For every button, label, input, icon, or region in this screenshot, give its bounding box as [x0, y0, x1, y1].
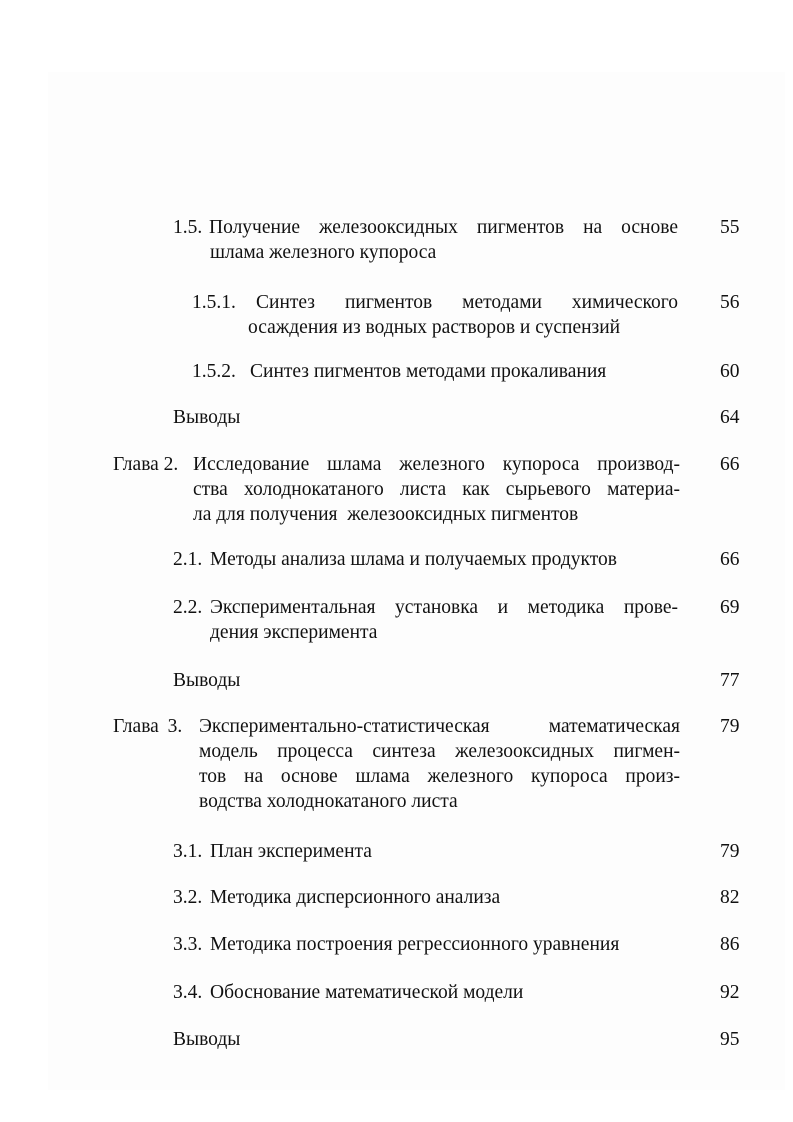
- toc-entry-number: 3.3.: [173, 934, 203, 955]
- toc-entry-title-line: Исследование шлама железного купороса производ-: [193, 454, 680, 475]
- toc-entry-number: 2.2.: [173, 597, 203, 618]
- toc-entry-title-line: Выводы: [173, 407, 241, 428]
- toc-entry-number: 3.1.: [173, 841, 203, 862]
- toc-entry-number: Глава 3.: [113, 716, 183, 737]
- toc-page-number: 64: [720, 407, 740, 428]
- toc-entry-title-line: Получение железооксидных пигментов на основе: [209, 217, 678, 238]
- toc-page-number: 82: [720, 887, 740, 908]
- toc-entry-title-line: ства холоднокатаного листа как сырьевого материа-: [193, 479, 680, 500]
- toc-entry-number: 2.1.: [173, 549, 203, 570]
- toc-entry-title-line: дения эксперимента: [210, 622, 378, 643]
- toc-page-number: 60: [720, 361, 740, 382]
- toc-entry-title-line: водства холоднокатаного листа: [199, 791, 458, 812]
- toc-page-number: 79: [720, 841, 740, 862]
- toc-entry-number: 1.5.2.: [192, 361, 236, 382]
- toc-entry-title-line: модель процесса синтеза железооксидных пигмен-: [199, 741, 680, 762]
- toc-entry-title-line: План эксперимента: [210, 841, 372, 862]
- toc-entry-title-line: Выводы: [173, 670, 241, 691]
- toc-page-number: 66: [720, 549, 740, 570]
- toc-entry-number: 3.4.: [173, 982, 203, 1003]
- toc-page-number: 77: [720, 670, 740, 691]
- toc-page-number: 56: [720, 292, 740, 313]
- toc-page-number: 92: [720, 982, 740, 1003]
- toc-entry-title-line: Методика построения регрессионного уравнения: [210, 934, 620, 955]
- toc-entry-number: 1.5.1.: [192, 292, 236, 313]
- toc-entry-number: 1.5.: [173, 217, 203, 238]
- toc-page-number: 66: [720, 454, 740, 475]
- toc-page-number: 55: [720, 217, 740, 238]
- toc-entry-title-line: Синтез пигментов методами химического: [256, 292, 678, 313]
- toc-entry-title-line: Методы анализа шлама и получаемых продуктов: [210, 549, 617, 570]
- toc-entry-title-line: шлама железного купороса: [210, 242, 437, 263]
- toc-entry-title-line: Синтез пигментов методами прокаливания: [250, 361, 607, 382]
- toc-entry-title-line: Экспериментально-статистическая математическая: [199, 716, 680, 737]
- toc-entry-number: 3.2.: [173, 887, 203, 908]
- toc-entry-title-line: ла для получения железооксидных пигментов: [193, 504, 579, 525]
- toc-page-number: 79: [720, 716, 740, 737]
- toc-entry-title-line: Экспериментальная установка и методика прове-: [210, 597, 678, 618]
- toc-entry-title-line: тов на основе шлама железного купороса произ-: [199, 766, 680, 787]
- toc-entry-number: Глава 2.: [113, 454, 179, 475]
- toc-entry-title-line: Методика дисперсионного анализа: [210, 887, 501, 908]
- toc-entry-title-line: Выводы: [173, 1029, 241, 1050]
- toc-entry-title-line: осаждения из водных растворов и суспензий: [248, 317, 621, 338]
- toc-page-number: 86: [720, 934, 740, 955]
- toc-page-number: 69: [720, 597, 740, 618]
- toc-page-number: 95: [720, 1029, 740, 1050]
- toc-entry-title-line: Обоснование математической модели: [210, 982, 524, 1003]
